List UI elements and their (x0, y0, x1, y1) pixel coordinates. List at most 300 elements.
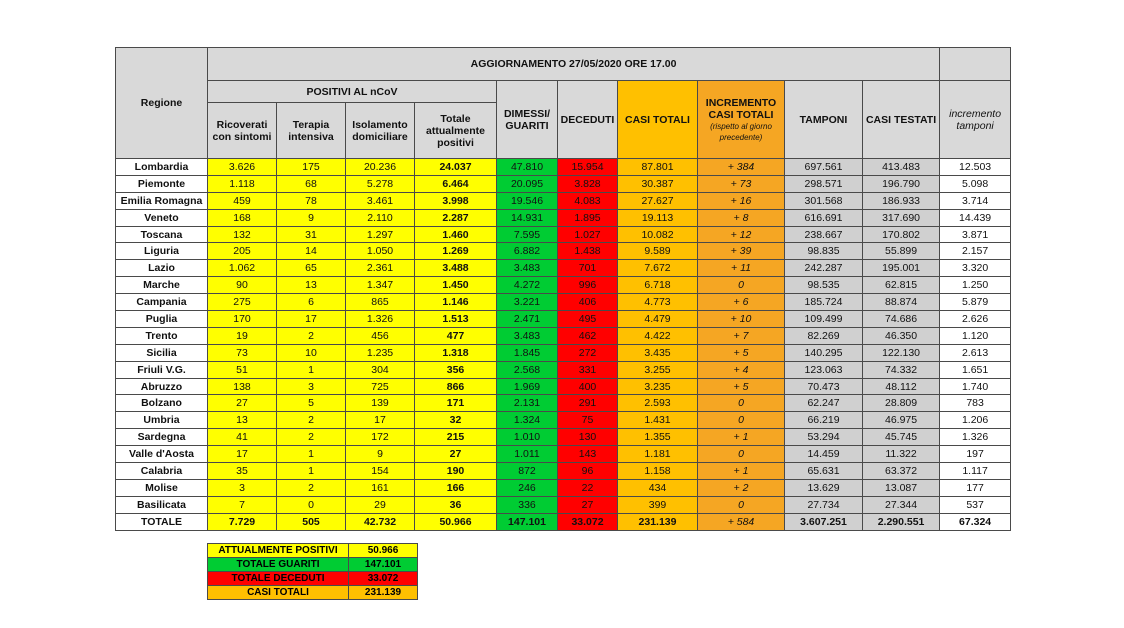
cell-terapia: 68 (277, 175, 346, 192)
table-row (116, 192, 1011, 209)
legend-positivi-value: 50.966 (349, 544, 418, 558)
cell-region-name: Umbria (116, 412, 208, 429)
table-row (116, 327, 1011, 344)
cell-totale-positivi: 32 (415, 412, 497, 429)
cell-totale-positivi: 477 (415, 327, 497, 344)
legend-deceduti-value: 33.072 (349, 572, 418, 586)
cell-incremento: + 12 (698, 226, 785, 243)
cell-incremento: 0 (698, 395, 785, 412)
cell-totale-positivi: 24.037 (415, 159, 497, 176)
cell-region-name: TOTALE (116, 513, 208, 530)
table-row (116, 277, 1011, 294)
cell-totale-positivi: 6.464 (415, 175, 497, 192)
cell-casi-totali: 3.235 (618, 378, 698, 395)
table-row (116, 429, 1011, 446)
cell-casi-totali: 1.431 (618, 412, 698, 429)
header-incremento-tamponi: incremento tamponi (940, 81, 1011, 159)
cell-tamponi: 82.269 (785, 327, 863, 344)
header-positivi-group: POSITIVI AL nCoV (208, 81, 497, 103)
cell-region-name: Friuli V.G. (116, 361, 208, 378)
cell-deceduti: 96 (558, 463, 618, 480)
header-ricoverati: Ricoverati con sintomi (208, 103, 277, 159)
cell-terapia: 1 (277, 463, 346, 480)
cell-casi-testati: 62.815 (863, 277, 940, 294)
header-tamponi: TAMPONI (785, 81, 863, 159)
cell-incremento: + 5 (698, 344, 785, 361)
cell-casi-testati: 196.790 (863, 175, 940, 192)
cell-incremento: + 11 (698, 260, 785, 277)
cell-totale-positivi: 866 (415, 378, 497, 395)
cell-dimessi: 1.010 (497, 429, 558, 446)
cell-totale-positivi: 1.460 (415, 226, 497, 243)
cell-incremento-tamponi: 2.157 (940, 243, 1011, 260)
cell-incremento-tamponi: 1.250 (940, 277, 1011, 294)
cell-casi-totali: 7.672 (618, 260, 698, 277)
cell-incremento: + 1 (698, 429, 785, 446)
cell-deceduti: 291 (558, 395, 618, 412)
cell-region-name: Valle d'Aosta (116, 446, 208, 463)
cell-incremento: + 73 (698, 175, 785, 192)
cell-incremento-tamponi: 537 (940, 496, 1011, 513)
cell-incremento-tamponi: 5.098 (940, 175, 1011, 192)
legend-deceduti-label: TOTALE DECEDUTI (208, 572, 349, 586)
cell-region-name: Campania (116, 294, 208, 311)
cell-tamponi: 123.063 (785, 361, 863, 378)
cell-terapia: 5 (277, 395, 346, 412)
cell-casi-testati: 63.372 (863, 463, 940, 480)
cell-casi-totali: 1.158 (618, 463, 698, 480)
cell-tamponi: 53.294 (785, 429, 863, 446)
cell-totale-positivi: 356 (415, 361, 497, 378)
cell-isolamento: 1.050 (346, 243, 415, 260)
table-row (116, 159, 1011, 176)
cell-region-name: Marche (116, 277, 208, 294)
header-casi-totali: CASI TOTALI (618, 81, 698, 159)
cell-incremento: + 10 (698, 311, 785, 328)
cell-terapia: 6 (277, 294, 346, 311)
cell-incremento: 0 (698, 412, 785, 429)
cell-ricoverati: 1.062 (208, 260, 277, 277)
cell-terapia: 10 (277, 344, 346, 361)
cell-casi-testati: 2.290.551 (863, 513, 940, 530)
cell-casi-testati: 55.899 (863, 243, 940, 260)
cell-incremento: + 5 (698, 378, 785, 395)
cell-totale-positivi: 171 (415, 395, 497, 412)
cell-casi-testati: 186.933 (863, 192, 940, 209)
table-row (116, 395, 1011, 412)
cell-incremento-tamponi: 177 (940, 479, 1011, 496)
cell-ricoverati: 27 (208, 395, 277, 412)
cell-casi-testati: 48.112 (863, 378, 940, 395)
cell-tamponi: 3.607.251 (785, 513, 863, 530)
cell-region-name: Lombardia (116, 159, 208, 176)
cell-region-name: Bolzano (116, 395, 208, 412)
cell-terapia: 2 (277, 429, 346, 446)
cell-incremento: + 2 (698, 479, 785, 496)
legend-guariti-label: TOTALE GUARITI (208, 558, 349, 572)
cell-incremento: + 7 (698, 327, 785, 344)
cell-tamponi: 27.734 (785, 496, 863, 513)
table-body (116, 159, 1011, 531)
cell-isolamento: 1.235 (346, 344, 415, 361)
cell-casi-testati: 13.087 (863, 479, 940, 496)
header-isolamento: Isolamento domiciliare (346, 103, 415, 159)
cell-dimessi: 2.471 (497, 311, 558, 328)
cell-terapia: 2 (277, 479, 346, 496)
cell-casi-totali: 27.627 (618, 192, 698, 209)
legend-positivi-label: ATTUALMENTE POSITIVI (208, 544, 349, 558)
table-row (116, 243, 1011, 260)
cell-casi-totali: 6.718 (618, 277, 698, 294)
cell-tamponi: 242.287 (785, 260, 863, 277)
cell-deceduti: 3.828 (558, 175, 618, 192)
header-totale-positivi: Totale attualmente positivi (415, 103, 497, 159)
cell-deceduti: 75 (558, 412, 618, 429)
cell-incremento: 0 (698, 446, 785, 463)
table-row (116, 260, 1011, 277)
cell-ricoverati: 7.729 (208, 513, 277, 530)
cell-ricoverati: 132 (208, 226, 277, 243)
cell-dimessi: 3.483 (497, 260, 558, 277)
cell-dimessi: 14.931 (497, 209, 558, 226)
table-row (116, 361, 1011, 378)
cell-tamponi: 697.561 (785, 159, 863, 176)
cell-isolamento: 42.732 (346, 513, 415, 530)
cell-region-name: Piemonte (116, 175, 208, 192)
header-deceduti: DECEDUTI (558, 81, 618, 159)
cell-deceduti: 1.438 (558, 243, 618, 260)
cell-dimessi: 6.882 (497, 243, 558, 260)
cell-isolamento: 172 (346, 429, 415, 446)
cell-incremento-tamponi: 1.206 (940, 412, 1011, 429)
cell-deceduti: 130 (558, 429, 618, 446)
cell-ricoverati: 168 (208, 209, 277, 226)
cell-deceduti: 4.083 (558, 192, 618, 209)
cell-casi-testati: 27.344 (863, 496, 940, 513)
cell-ricoverati: 170 (208, 311, 277, 328)
cell-casi-totali: 3.255 (618, 361, 698, 378)
table-row (116, 446, 1011, 463)
header-region: Regione (116, 48, 208, 159)
table-row (116, 175, 1011, 192)
cell-incremento-tamponi: 67.324 (940, 513, 1011, 530)
cell-casi-totali: 434 (618, 479, 698, 496)
cell-deceduti: 143 (558, 446, 618, 463)
header-title: AGGIORNAMENTO 27/05/2020 ORE 17.00 (208, 48, 940, 81)
table-row (116, 226, 1011, 243)
cell-tamponi: 98.835 (785, 243, 863, 260)
header-casi-testati: CASI TESTATI (863, 81, 940, 159)
cell-terapia: 175 (277, 159, 346, 176)
cell-incremento: + 1 (698, 463, 785, 480)
legend-casi-value: 231.139 (349, 586, 418, 600)
cell-ricoverati: 73 (208, 344, 277, 361)
cell-tamponi: 238.667 (785, 226, 863, 243)
cell-incremento-tamponi: 783 (940, 395, 1011, 412)
cell-totale-positivi: 27 (415, 446, 497, 463)
cell-totale-positivi: 36 (415, 496, 497, 513)
cell-terapia: 9 (277, 209, 346, 226)
cell-ricoverati: 1.118 (208, 175, 277, 192)
cell-terapia: 14 (277, 243, 346, 260)
cell-casi-totali: 1.181 (618, 446, 698, 463)
summary-legend (207, 543, 418, 600)
cell-deceduti: 996 (558, 277, 618, 294)
cell-incremento-tamponi: 2.613 (940, 344, 1011, 361)
cell-dimessi: 1.845 (497, 344, 558, 361)
cell-totale-positivi: 190 (415, 463, 497, 480)
cell-casi-testati: 317.690 (863, 209, 940, 226)
cell-incremento-tamponi: 14.439 (940, 209, 1011, 226)
cell-casi-totali: 4.479 (618, 311, 698, 328)
cell-casi-testati: 28.809 (863, 395, 940, 412)
cell-dimessi: 4.272 (497, 277, 558, 294)
cell-isolamento: 154 (346, 463, 415, 480)
cell-incremento-tamponi: 3.714 (940, 192, 1011, 209)
cell-incremento-tamponi: 3.871 (940, 226, 1011, 243)
cell-totale-positivi: 1.513 (415, 311, 497, 328)
cell-casi-totali: 4.773 (618, 294, 698, 311)
cell-casi-totali: 399 (618, 496, 698, 513)
cell-isolamento: 456 (346, 327, 415, 344)
cell-totale-positivi: 166 (415, 479, 497, 496)
cell-dimessi: 1.011 (497, 446, 558, 463)
cell-isolamento: 139 (346, 395, 415, 412)
cell-deceduti: 331 (558, 361, 618, 378)
cell-isolamento: 1.347 (346, 277, 415, 294)
cell-casi-testati: 88.874 (863, 294, 940, 311)
cell-casi-totali: 231.139 (618, 513, 698, 530)
header-incremento-sub: (rispetto al giorno precedente) (710, 121, 772, 142)
cell-tamponi: 98.535 (785, 277, 863, 294)
cell-casi-totali: 3.435 (618, 344, 698, 361)
cell-deceduti: 462 (558, 327, 618, 344)
cell-tamponi: 13.629 (785, 479, 863, 496)
cell-incremento-tamponi: 1.326 (940, 429, 1011, 446)
cell-ricoverati: 205 (208, 243, 277, 260)
cell-terapia: 2 (277, 412, 346, 429)
cell-totale-positivi: 2.287 (415, 209, 497, 226)
cell-tamponi: 301.568 (785, 192, 863, 209)
cell-tamponi: 65.631 (785, 463, 863, 480)
cell-isolamento: 5.278 (346, 175, 415, 192)
cell-casi-totali: 10.082 (618, 226, 698, 243)
cell-incremento-tamponi: 1.651 (940, 361, 1011, 378)
cell-deceduti: 400 (558, 378, 618, 395)
cell-deceduti: 33.072 (558, 513, 618, 530)
cell-terapia: 13 (277, 277, 346, 294)
cell-ricoverati: 138 (208, 378, 277, 395)
cell-casi-testati: 170.802 (863, 226, 940, 243)
cell-isolamento: 29 (346, 496, 415, 513)
table-row (116, 412, 1011, 429)
cell-casi-testati: 74.686 (863, 311, 940, 328)
cell-incremento-tamponi: 1.740 (940, 378, 1011, 395)
cell-totale-positivi: 1.450 (415, 277, 497, 294)
table-row (116, 209, 1011, 226)
table-row (116, 294, 1011, 311)
cell-ricoverati: 41 (208, 429, 277, 446)
cell-region-name: Lazio (116, 260, 208, 277)
cell-dimessi: 47.810 (497, 159, 558, 176)
cell-ricoverati: 459 (208, 192, 277, 209)
cell-tamponi: 298.571 (785, 175, 863, 192)
cell-isolamento: 1.297 (346, 226, 415, 243)
cell-dimessi: 1.969 (497, 378, 558, 395)
cell-dimessi: 3.483 (497, 327, 558, 344)
cell-region-name: Molise (116, 479, 208, 496)
cell-tamponi: 62.247 (785, 395, 863, 412)
cell-deceduti: 701 (558, 260, 618, 277)
cell-totale-positivi: 215 (415, 429, 497, 446)
cell-ricoverati: 19 (208, 327, 277, 344)
cell-casi-testati: 413.483 (863, 159, 940, 176)
cell-incremento-tamponi: 2.626 (940, 311, 1011, 328)
cell-casi-testati: 46.350 (863, 327, 940, 344)
cell-terapia: 78 (277, 192, 346, 209)
cell-region-name: Basilicata (116, 496, 208, 513)
cell-deceduti: 406 (558, 294, 618, 311)
cell-terapia: 3 (277, 378, 346, 395)
cell-dimessi: 246 (497, 479, 558, 496)
cell-terapia: 65 (277, 260, 346, 277)
cell-dimessi: 1.324 (497, 412, 558, 429)
cell-tamponi: 109.499 (785, 311, 863, 328)
cell-incremento: + 39 (698, 243, 785, 260)
cell-terapia: 1 (277, 446, 346, 463)
cell-deceduti: 15.954 (558, 159, 618, 176)
cell-incremento-tamponi: 5.879 (940, 294, 1011, 311)
cell-terapia: 17 (277, 311, 346, 328)
cell-casi-testati: 11.322 (863, 446, 940, 463)
cell-casi-totali: 1.355 (618, 429, 698, 446)
cell-tamponi: 66.219 (785, 412, 863, 429)
table-row (116, 463, 1011, 480)
cell-isolamento: 725 (346, 378, 415, 395)
cell-totale-positivi: 3.998 (415, 192, 497, 209)
cell-terapia: 505 (277, 513, 346, 530)
cell-terapia: 1 (277, 361, 346, 378)
cell-casi-testati: 195.001 (863, 260, 940, 277)
cell-casi-testati: 74.332 (863, 361, 940, 378)
table-row (116, 344, 1011, 361)
cell-isolamento: 865 (346, 294, 415, 311)
cell-deceduti: 27 (558, 496, 618, 513)
cell-tamponi: 616.691 (785, 209, 863, 226)
cell-dimessi: 2.568 (497, 361, 558, 378)
legend-casi-label: CASI TOTALI (208, 586, 349, 600)
header-terapia: Terapia intensiva (277, 103, 346, 159)
cell-region-name: Puglia (116, 311, 208, 328)
header-blank (940, 48, 1011, 81)
cell-incremento-tamponi: 12.503 (940, 159, 1011, 176)
cell-dimessi: 3.221 (497, 294, 558, 311)
cell-incremento-tamponi: 1.120 (940, 327, 1011, 344)
cell-region-name: Calabria (116, 463, 208, 480)
cell-incremento: + 6 (698, 294, 785, 311)
cell-totale-positivi: 1.146 (415, 294, 497, 311)
cell-isolamento: 17 (346, 412, 415, 429)
cell-dimessi: 336 (497, 496, 558, 513)
cell-dimessi: 19.546 (497, 192, 558, 209)
cell-incremento-tamponi: 3.320 (940, 260, 1011, 277)
cell-region-name: Emilia Romagna (116, 192, 208, 209)
cell-incremento: + 4 (698, 361, 785, 378)
total-row (116, 513, 1011, 530)
cell-isolamento: 9 (346, 446, 415, 463)
cell-casi-totali: 19.113 (618, 209, 698, 226)
table-row (116, 378, 1011, 395)
cell-totale-positivi: 50.966 (415, 513, 497, 530)
cell-deceduti: 272 (558, 344, 618, 361)
cell-incremento: + 8 (698, 209, 785, 226)
cell-ricoverati: 90 (208, 277, 277, 294)
cell-dimessi: 2.131 (497, 395, 558, 412)
cell-dimessi: 872 (497, 463, 558, 480)
cell-casi-totali: 30.387 (618, 175, 698, 192)
cell-incremento-tamponi: 1.117 (940, 463, 1011, 480)
cell-casi-totali: 9.589 (618, 243, 698, 260)
cell-deceduti: 1.027 (558, 226, 618, 243)
cell-isolamento: 304 (346, 361, 415, 378)
cell-dimessi: 20.095 (497, 175, 558, 192)
cell-isolamento: 1.326 (346, 311, 415, 328)
cell-isolamento: 2.110 (346, 209, 415, 226)
cell-ricoverati: 17 (208, 446, 277, 463)
cell-casi-totali: 2.593 (618, 395, 698, 412)
cell-deceduti: 1.895 (558, 209, 618, 226)
cell-isolamento: 161 (346, 479, 415, 496)
cell-casi-testati: 45.745 (863, 429, 940, 446)
cell-ricoverati: 275 (208, 294, 277, 311)
cell-incremento: + 16 (698, 192, 785, 209)
cell-incremento: 0 (698, 277, 785, 294)
cell-ricoverati: 35 (208, 463, 277, 480)
cell-region-name: Liguria (116, 243, 208, 260)
cell-dimessi: 147.101 (497, 513, 558, 530)
cell-totale-positivi: 1.318 (415, 344, 497, 361)
table-row (116, 479, 1011, 496)
cell-tamponi: 185.724 (785, 294, 863, 311)
cell-deceduti: 22 (558, 479, 618, 496)
table-row (116, 496, 1011, 513)
cell-terapia: 2 (277, 327, 346, 344)
cell-isolamento: 20.236 (346, 159, 415, 176)
covid-table-container (115, 47, 1011, 531)
cell-ricoverati: 13 (208, 412, 277, 429)
cell-casi-totali: 4.422 (618, 327, 698, 344)
header-dimessi: DIMESSI/ GUARITI (497, 81, 558, 159)
cell-isolamento: 3.461 (346, 192, 415, 209)
cell-incremento: + 584 (698, 513, 785, 530)
cell-deceduti: 495 (558, 311, 618, 328)
cell-totale-positivi: 3.488 (415, 260, 497, 277)
header-incremento-label: INCREMENTO CASI TOTALI (705, 96, 777, 121)
cell-tamponi: 70.473 (785, 378, 863, 395)
cell-incremento-tamponi: 197 (940, 446, 1011, 463)
cell-dimessi: 7.595 (497, 226, 558, 243)
cell-casi-testati: 122.130 (863, 344, 940, 361)
cell-region-name: Sardegna (116, 429, 208, 446)
cell-region-name: Veneto (116, 209, 208, 226)
cell-tamponi: 14.459 (785, 446, 863, 463)
cell-terapia: 0 (277, 496, 346, 513)
cell-terapia: 31 (277, 226, 346, 243)
legend-guariti-value: 147.101 (349, 558, 418, 572)
cell-region-name: Toscana (116, 226, 208, 243)
cell-ricoverati: 3.626 (208, 159, 277, 176)
cell-incremento: + 384 (698, 159, 785, 176)
